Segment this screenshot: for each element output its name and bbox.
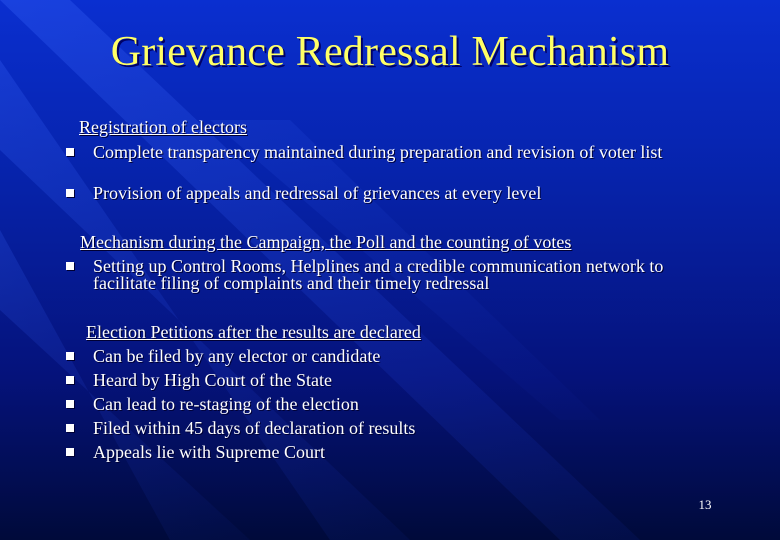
bullet-square-icon xyxy=(66,400,74,408)
bullet-square-icon xyxy=(66,148,74,156)
bullet-square-icon xyxy=(66,376,74,384)
bullet-square-icon xyxy=(66,262,74,270)
section-heading-registration: Registration of electors xyxy=(79,117,247,137)
bullet-square-icon xyxy=(66,424,74,432)
slide-title: Grievance Redressal Mechanism xyxy=(110,29,670,75)
bullet-square-icon xyxy=(66,352,74,360)
bullet-square-icon xyxy=(66,448,74,456)
bullet-square-icon xyxy=(66,189,74,197)
page-number: 13 xyxy=(698,497,712,512)
slide: Grievance Redressal Mechanism Registration of electors Complete transparency maintained during preparation and revision of voter list Provision of appeals and redressal of grievances at every level Mechanism during the Campaign, the Poll and the counting of votes Setting up Control Rooms, Helplines and a credible communication network to facilitate filing of complaints and their timely redressal Election Petitions after the results are declared Can be filed by any elector or candidate Heard by High Court of the State Can lead to re-staging of the election Filed within 45 days of declaration of results Appeals lie with Supreme Court 13 xyxy=(0,0,780,540)
section-heading-election-petitions: Election Petitions after the results are declared xyxy=(86,322,421,342)
section-heading-campaign: Mechanism during the Campaign, the Poll and the counting of votes xyxy=(80,232,572,252)
